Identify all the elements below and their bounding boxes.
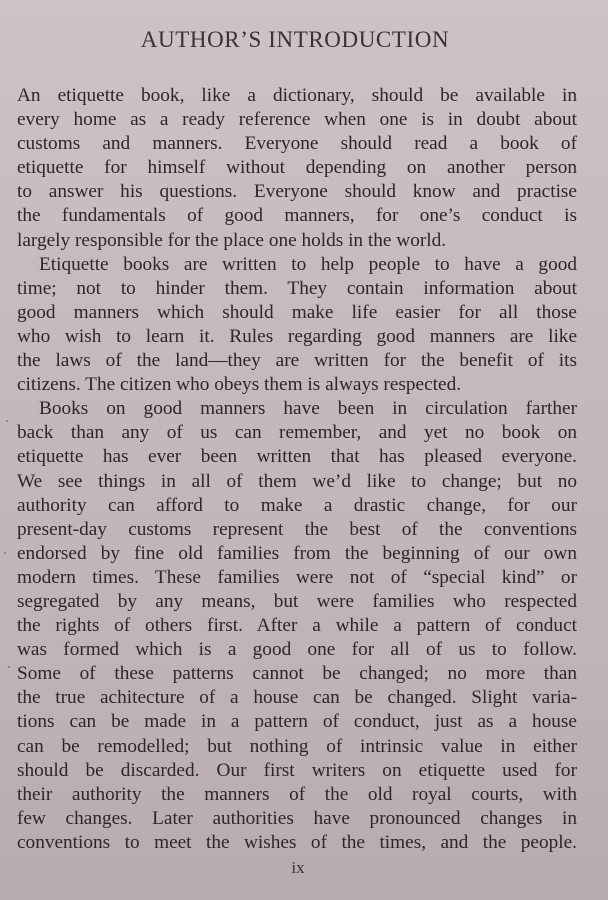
text-line: was formed which is a good one for all of us to follow.	[17, 639, 577, 661]
text-line: segregated by any means, but were families who respected	[17, 590, 577, 612]
text-line: etiquette has ever been written that has pleased everyone.	[17, 446, 577, 468]
text-line: citizens. The citizen who obeys them is always respected.	[17, 374, 462, 396]
text-line: should be discarded. Our first writers on etiquette used for	[17, 759, 577, 781]
text-line: conventions to meet the wishes of the times, and the people.	[17, 831, 577, 853]
text-line: tions can be made in a pattern of conduct, just as a house	[17, 711, 577, 733]
text-line: etiquette for himself without depending on another person	[17, 157, 577, 179]
text-line: Etiquette books are written to help people to have a good	[39, 253, 577, 275]
paper-speck	[4, 552, 6, 554]
text-line: the true achitecture of a house can be changed. Slight varia-	[17, 687, 577, 709]
text-line: who wish to learn it. Rules regarding good manners are like	[17, 325, 577, 347]
text-line: the laws of the land—they are written for the benefit of its	[17, 350, 577, 372]
paper-speck	[6, 420, 8, 422]
text-line: good manners which should make life easier for all those	[17, 301, 577, 323]
text-line: modern times. These families were not of “special kind” or	[17, 566, 577, 588]
paragraph-2	[17, 253, 577, 398]
text-line: customs and manners. Everyone should read a book of	[17, 133, 577, 155]
text-line: largely responsible for the place one holds in the world.	[17, 229, 447, 251]
text-line: the rights of others first. After a while a pattern of conduct	[17, 615, 577, 637]
text-line: every home as a ready reference when one is in doubt about	[17, 109, 577, 131]
page-number: ix	[291, 858, 305, 877]
text-line: few changes. Later authorities have pronounced changes in	[17, 807, 577, 829]
text-line: endorsed by fine old families from the beginning of our own	[17, 542, 577, 564]
text-line: Some of these patterns cannot be changed; no more than	[17, 663, 577, 685]
text-line: An etiquette book, like a dictionary, should be available in	[17, 85, 577, 106]
text-line: can be remodelled; but nothing of intrinsic value in either	[17, 735, 577, 757]
text-line: their authority the manners of the old royal courts, with	[17, 783, 577, 805]
text-line: We see things in all of them we’d like to change; but no	[17, 470, 577, 492]
text-line: present-day customs represent the best of the conventions	[17, 518, 577, 540]
text-line: time; not to hinder them. They contain information about	[17, 277, 577, 299]
paragraph-1	[17, 84, 577, 253]
paper-speck	[8, 666, 10, 668]
text-line: the fundamentals of good manners, for one’s conduct is	[17, 205, 577, 227]
text-line: authority can afford to make a drastic change, for our	[17, 494, 577, 516]
text-line: Books on good manners have been in circulation farther	[39, 398, 577, 420]
text-line: back than any of us can remember, and yet no book on	[17, 422, 577, 444]
text-line: to answer his questions. Everyone should know and practise	[17, 181, 577, 203]
body-text	[17, 84, 577, 855]
paragraph-3	[17, 397, 577, 855]
page-title: AUTHOR’S INTRODUCTION	[140, 27, 450, 52]
